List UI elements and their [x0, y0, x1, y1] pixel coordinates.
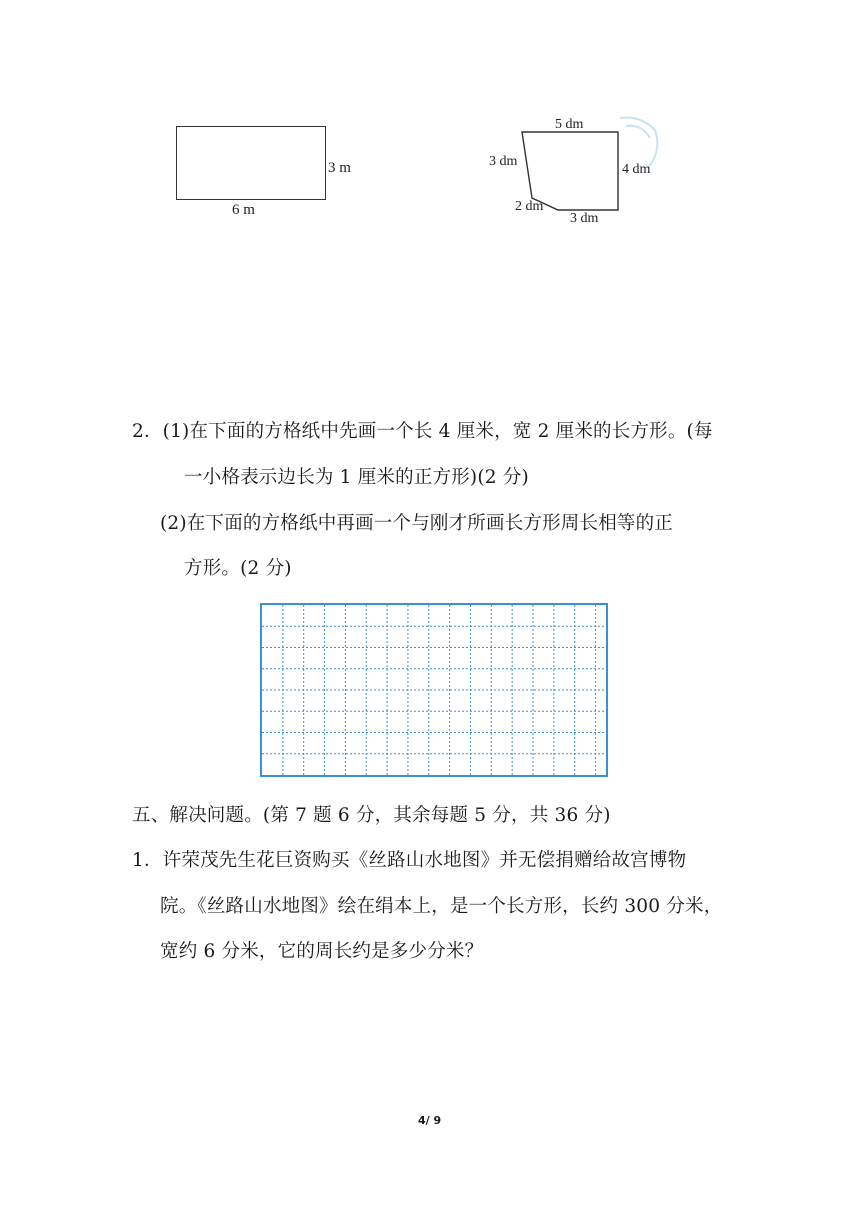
section-5-question-1-line-1: 1．许荣茂先生花巨资购买《丝路山水地图》并无偿捐赠给故宫博物 — [132, 850, 687, 871]
rectangle-figure — [176, 126, 326, 200]
section-5-heading: 五、解决问题。(第 7 题 6 分，其余每题 5 分，共 36 分) — [132, 805, 611, 826]
pentagon-left-label: 3 dm — [489, 154, 518, 169]
pentagon-right-label: 4 dm — [622, 162, 651, 177]
question-2-line-1: 2．(1)在下面的方格纸中先画一个长 4 厘米，宽 2 厘米的长方形。(每 — [132, 421, 713, 442]
pentagon-top-label: 5 dm — [555, 117, 584, 132]
question-2-line-2: 一小格表示边长为 1 厘米的正方形)(2 分) — [184, 467, 529, 488]
page-number: 4/ 9 — [418, 1114, 442, 1127]
rectangle-width-label: 3 m — [328, 160, 351, 176]
pentagon-bottom-label: 3 dm — [570, 211, 599, 226]
grid-lines — [262, 605, 606, 775]
question-2-line-4: 方形。(2 分) — [184, 558, 292, 579]
grid-paper[interactable] — [260, 603, 608, 777]
section-5-question-1-line-3: 宽约 6 分米，它的周长约是多少分米？ — [160, 941, 484, 962]
pentagon-bottom-left-label: 2 dm — [515, 199, 544, 214]
question-2-line-3: (2)在下面的方格纸中再画一个与刚才所画长方形周长相等的正 — [160, 513, 674, 534]
section-5-question-1-line-2: 院。《丝路山水地图》绘在绢本上，是一个长方形，长约 300 分米， — [160, 896, 723, 917]
rectangle-length-label: 6 m — [232, 202, 255, 218]
